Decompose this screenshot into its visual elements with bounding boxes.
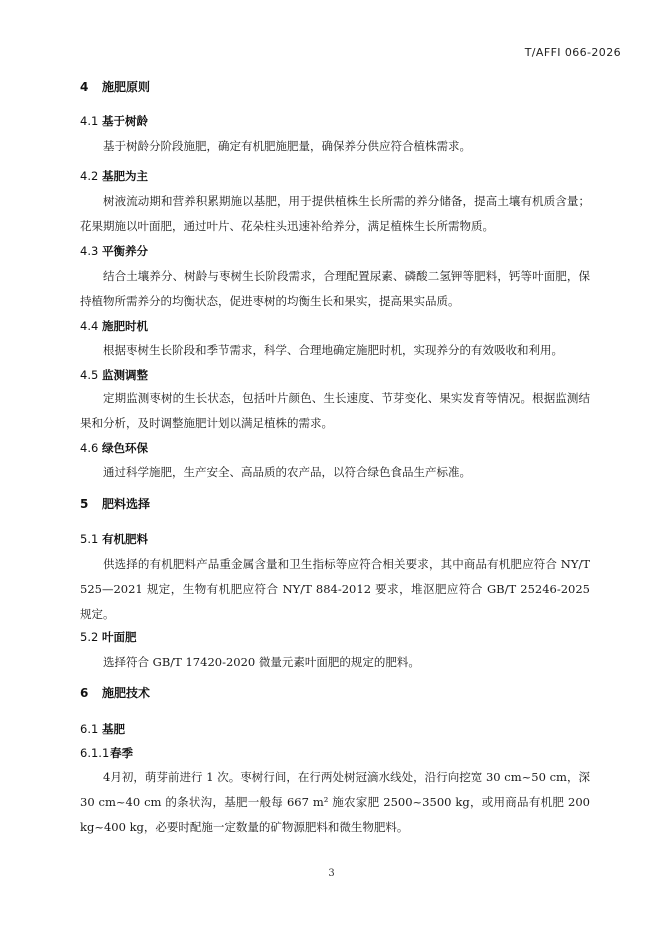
section-title: 绿色环保 <box>102 441 148 455</box>
section-number: 4 <box>80 80 89 94</box>
section-4-2-heading <box>80 168 148 184</box>
section-number: 4.6 <box>80 441 99 455</box>
section-title: 施肥技术 <box>102 686 151 700</box>
section-4-1-heading <box>80 113 148 129</box>
document-code-header: T/AFFI 066-2026 <box>524 46 621 59</box>
section-4-2-text: 树液流动期和营养积累期施以基肥，用于提供植株生长所需的养分储备，提高土壤有机质含量；花果期施以叶面肥，通过叶片、花朵柱头迅速补给养分，满足植株生长所需物质。 <box>80 194 590 233</box>
section-5-1-text: 供选择的有机肥料产品重金属含量和卫生指标等应符合相关要求，其中商品有机肥应符合 NY/T 525—2021 规定，生物有机肥应符合 NY/T 884-2012 要求，堆沤肥应符合 GB/T 25246-2025 规定。 <box>80 557 590 621</box>
section-number: 5.1 <box>80 532 99 546</box>
section-number: 4.1 <box>80 114 99 128</box>
section-4-4-heading <box>80 318 148 334</box>
section-6-heading <box>80 684 150 701</box>
section-6-1-heading <box>80 721 125 737</box>
section-number: 5.2 <box>80 630 99 644</box>
section-number: 4.2 <box>80 169 99 183</box>
page-number: 3 <box>328 868 335 879</box>
section-title: 春季 <box>110 746 133 760</box>
section-5-2-text: 选择符合 GB/T 17420-2020 微量元素叶面肥的规定的肥料。 <box>103 655 420 669</box>
section-title: 基肥 <box>102 722 125 736</box>
section-title: 肥料选择 <box>102 497 151 511</box>
section-5-heading <box>80 495 150 512</box>
section-6-1-1-text: 4月初，萌芽前进行 1 次。枣树行间，在行两处树冠滴水线处，沿行向挖宽 30 cm~50 cm，深 30 cm~40 cm 的条状沟，基肥一般每 667 m² 施农家肥 2500~3500 kg，或用商品有机肥 200 kg~400 kg，必要时配施一定数量的矿物源肥料和微生物肥料。 <box>80 770 590 834</box>
section-4-5-heading <box>80 367 148 383</box>
section-title: 监测调整 <box>102 368 148 382</box>
section-title: 基肥为主 <box>102 169 148 183</box>
section-4-6-heading <box>80 440 148 456</box>
section-5-1-heading <box>80 531 148 547</box>
section-4-3-heading <box>80 243 148 259</box>
section-4-6-text: 通过科学施肥，生产安全、高品质的农产品，以符合绿色食品生产标准。 <box>103 465 471 479</box>
section-number: 6.1.1 <box>80 746 110 760</box>
section-title: 有机肥料 <box>102 532 148 546</box>
section-title: 施肥原则 <box>102 80 151 94</box>
section-4-4-text: 根据枣树生长阶段和季节需求，科学、合理地确定施肥时机，实现养分的有效吸收和利用。 <box>103 343 563 357</box>
section-title: 平衡养分 <box>102 244 148 258</box>
section-number: 6.1 <box>80 722 99 736</box>
section-title: 基于树龄 <box>102 114 148 128</box>
section-6-1-1-heading <box>80 745 133 761</box>
section-title: 叶面肥 <box>102 630 137 644</box>
section-number: 5 <box>80 497 89 511</box>
section-title: 施肥时机 <box>102 319 148 333</box>
section-number: 4.5 <box>80 368 99 382</box>
section-number: 6 <box>80 686 89 700</box>
section-5-2-heading <box>80 629 137 645</box>
section-number: 4.3 <box>80 244 99 258</box>
section-4-3-text: 结合土壤养分、树龄与枣树生长阶段需求，合理配置尿素、磷酸二氢钾等肥料，钙等叶面肥，保持植物所需养分的均衡状态，促进枣树的均衡生长和果实，提高果实品质。 <box>80 269 590 308</box>
section-4-1-text: 基于树龄分阶段施肥，确定有机肥施肥量，确保养分供应符合植株需求。 <box>103 139 471 153</box>
section-4-5-text: 定期监测枣树的生长状态，包括叶片颜色、生长速度、节芽变化、果实发育等情况。根据监测结果和分析，及时调整施肥计划以满足植株的需求。 <box>80 391 590 430</box>
section-number: 4.4 <box>80 319 99 333</box>
section-4-heading <box>80 78 150 95</box>
